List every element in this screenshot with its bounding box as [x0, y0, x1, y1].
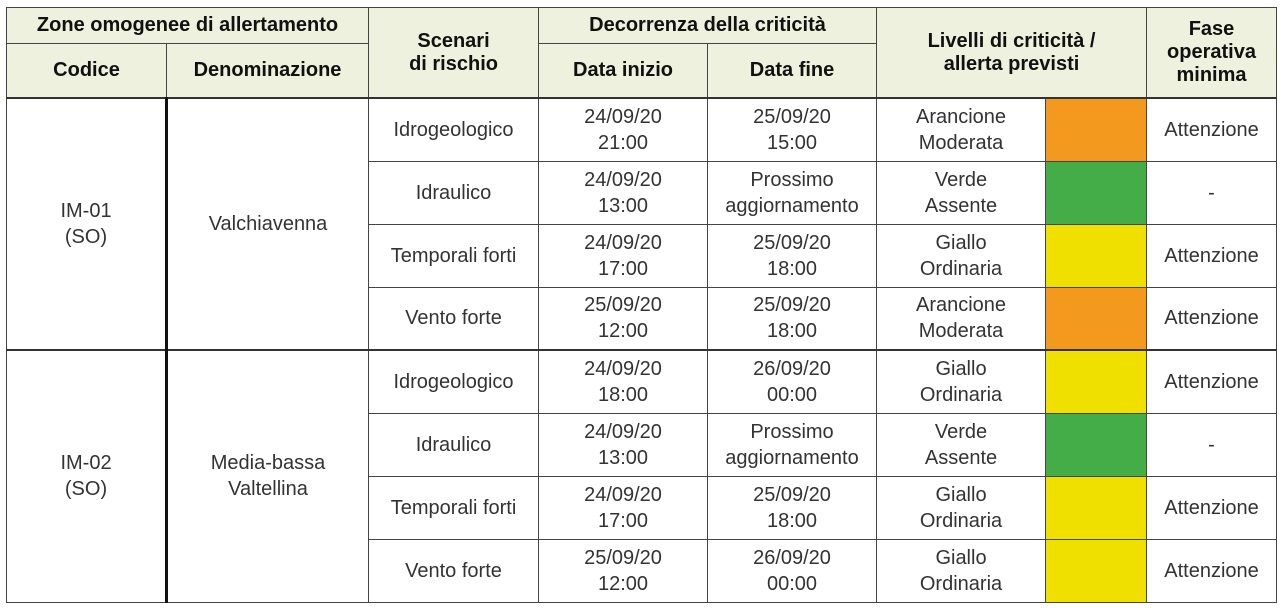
level-line2: Ordinaria	[919, 383, 1003, 406]
code-header: Codice	[7, 44, 167, 99]
start-line2: 13:00	[597, 194, 649, 217]
level-color-swatch	[1046, 539, 1147, 602]
level-color-swatch	[1046, 413, 1147, 476]
phase-header-line1: Fase	[1188, 18, 1235, 40]
period-header: Decorrenza della criticità	[539, 8, 877, 44]
zone-code-line2: (SO)	[64, 226, 108, 248]
end-line1: Prossimo	[750, 168, 834, 191]
start-line2: 21:00	[597, 131, 649, 154]
start-line2: 18:00	[597, 383, 649, 406]
level-cell	[877, 161, 1046, 224]
end-cell	[708, 287, 877, 350]
start-line2: 12:00	[597, 320, 649, 343]
level-line2: Ordinaria	[919, 257, 1003, 280]
level-cell	[877, 539, 1046, 602]
scenario-header-line2: di rischio	[409, 52, 498, 75]
end-cell	[708, 476, 877, 539]
zone-1-body	[7, 98, 1277, 350]
zone-2-body	[7, 350, 1277, 602]
end-line2: 18:00	[766, 257, 818, 280]
end-header: Data fine	[708, 44, 877, 99]
end-cell	[708, 350, 877, 413]
start-cell	[539, 98, 708, 161]
level-line1: Verde	[934, 168, 988, 191]
level-color-swatch	[1046, 287, 1147, 350]
end-cell	[708, 413, 877, 476]
end-line2: aggiornamento	[725, 194, 859, 217]
start-line2: 13:00	[597, 446, 649, 469]
start-line1: 24/09/20	[584, 483, 662, 506]
zone-name-line1: Valchiavenna	[208, 213, 328, 235]
end-line1: 26/09/20	[753, 357, 831, 380]
phase-cell: Attenzione	[1147, 224, 1277, 287]
start-cell	[539, 161, 708, 224]
scenario-cell: Vento forte	[369, 539, 539, 602]
level-cell	[877, 413, 1046, 476]
start-line1: 25/09/20	[584, 546, 662, 569]
scenario-cell: Idrogeologico	[369, 98, 539, 161]
scenario-header-line1: Scenari	[417, 29, 490, 52]
scenario-cell: Idraulico	[369, 161, 539, 224]
level-line1: Giallo	[935, 483, 987, 506]
zone-code-line1: IM-02	[60, 452, 112, 475]
phase-cell: Attenzione	[1147, 539, 1277, 602]
start-line2: 12:00	[597, 572, 649, 595]
end-line1: 25/09/20	[753, 105, 831, 128]
table-row	[7, 98, 1277, 161]
level-header-line1: Livelli di criticità /	[927, 29, 1096, 52]
end-cell	[708, 98, 877, 161]
level-line2: Moderata	[918, 131, 1004, 154]
level-line1: Giallo	[935, 546, 987, 569]
end-line2: 15:00	[766, 131, 818, 154]
scenario-header	[369, 8, 539, 99]
start-line1: 24/09/20	[584, 231, 662, 254]
start-cell	[539, 413, 708, 476]
end-line1: 25/09/20	[753, 294, 831, 317]
zone-name-line2: Valtellina	[228, 478, 308, 501]
level-color-swatch	[1046, 476, 1147, 539]
level-color-swatch	[1046, 161, 1147, 224]
zone-code	[7, 350, 167, 602]
start-line2: 17:00	[597, 509, 649, 532]
level-line2: Assente	[924, 194, 998, 217]
zone-name	[167, 98, 369, 350]
end-line1: 25/09/20	[753, 231, 831, 254]
zone-name-line1: Media-bassa	[210, 452, 326, 475]
phase-header	[1147, 8, 1277, 99]
phase-cell: Attenzione	[1147, 98, 1277, 161]
zone-code-line2: (SO)	[64, 478, 108, 501]
start-cell	[539, 539, 708, 602]
level-header-line2: allerta previsti	[943, 52, 1080, 75]
end-cell	[708, 539, 877, 602]
scenario-cell: Vento forte	[369, 287, 539, 350]
level-line2: Ordinaria	[919, 572, 1003, 595]
start-header: Data inizio	[539, 44, 708, 99]
level-color-swatch	[1046, 98, 1147, 161]
start-line1: 24/09/20	[584, 105, 662, 128]
end-line1: 26/09/20	[753, 546, 831, 569]
scenario-cell: Idraulico	[369, 413, 539, 476]
level-line1: Giallo	[935, 231, 987, 254]
level-line1: Verde	[934, 420, 988, 443]
level-color-swatch	[1046, 350, 1147, 413]
start-line2: 17:00	[597, 257, 649, 280]
table-row	[7, 350, 1277, 413]
end-line1: Prossimo	[750, 420, 834, 443]
phase-cell: Attenzione	[1147, 350, 1277, 413]
name-header: Denominazione	[167, 44, 369, 99]
start-line1: 24/09/20	[584, 357, 662, 380]
level-cell	[877, 476, 1046, 539]
end-line1: 25/09/20	[753, 483, 831, 506]
phase-cell: Attenzione	[1147, 476, 1277, 539]
level-line2: Moderata	[918, 320, 1004, 343]
level-line2: Assente	[924, 446, 998, 469]
start-cell	[539, 476, 708, 539]
level-line1: Arancione	[915, 105, 1007, 128]
end-line2: aggiornamento	[725, 446, 859, 469]
start-cell	[539, 287, 708, 350]
alert-table	[6, 7, 1277, 603]
start-line1: 24/09/20	[584, 420, 662, 443]
start-cell	[539, 224, 708, 287]
level-line1: Giallo	[935, 357, 987, 380]
end-line2: 00:00	[766, 383, 818, 406]
level-cell	[877, 224, 1046, 287]
start-line1: 25/09/20	[584, 294, 662, 317]
zone-code-line1: IM-01	[60, 200, 112, 222]
end-cell	[708, 224, 877, 287]
scenario-cell: Temporali forti	[369, 224, 539, 287]
level-header	[877, 8, 1147, 99]
phase-header-line2: operativa	[1167, 41, 1256, 63]
phase-header-line3: minima	[1176, 64, 1247, 86]
zone-group-header: Zone omogenee di allertamento	[7, 8, 369, 44]
phase-cell: -	[1147, 413, 1277, 476]
zone-code	[7, 98, 167, 350]
end-line2: 18:00	[766, 509, 818, 532]
level-cell	[877, 350, 1046, 413]
end-line2: 00:00	[766, 572, 818, 595]
level-cell	[877, 287, 1046, 350]
end-cell	[708, 161, 877, 224]
scenario-cell: Idrogeologico	[369, 350, 539, 413]
start-cell	[539, 350, 708, 413]
scenario-cell: Temporali forti	[369, 476, 539, 539]
phase-cell: -	[1147, 161, 1277, 224]
level-cell	[877, 98, 1046, 161]
level-line2: Ordinaria	[919, 509, 1003, 532]
level-color-swatch	[1046, 224, 1147, 287]
level-line1: Arancione	[915, 294, 1007, 317]
start-line1: 24/09/20	[584, 168, 662, 191]
phase-cell: Attenzione	[1147, 287, 1277, 350]
zone-name	[167, 350, 369, 602]
end-line2: 18:00	[766, 320, 818, 343]
